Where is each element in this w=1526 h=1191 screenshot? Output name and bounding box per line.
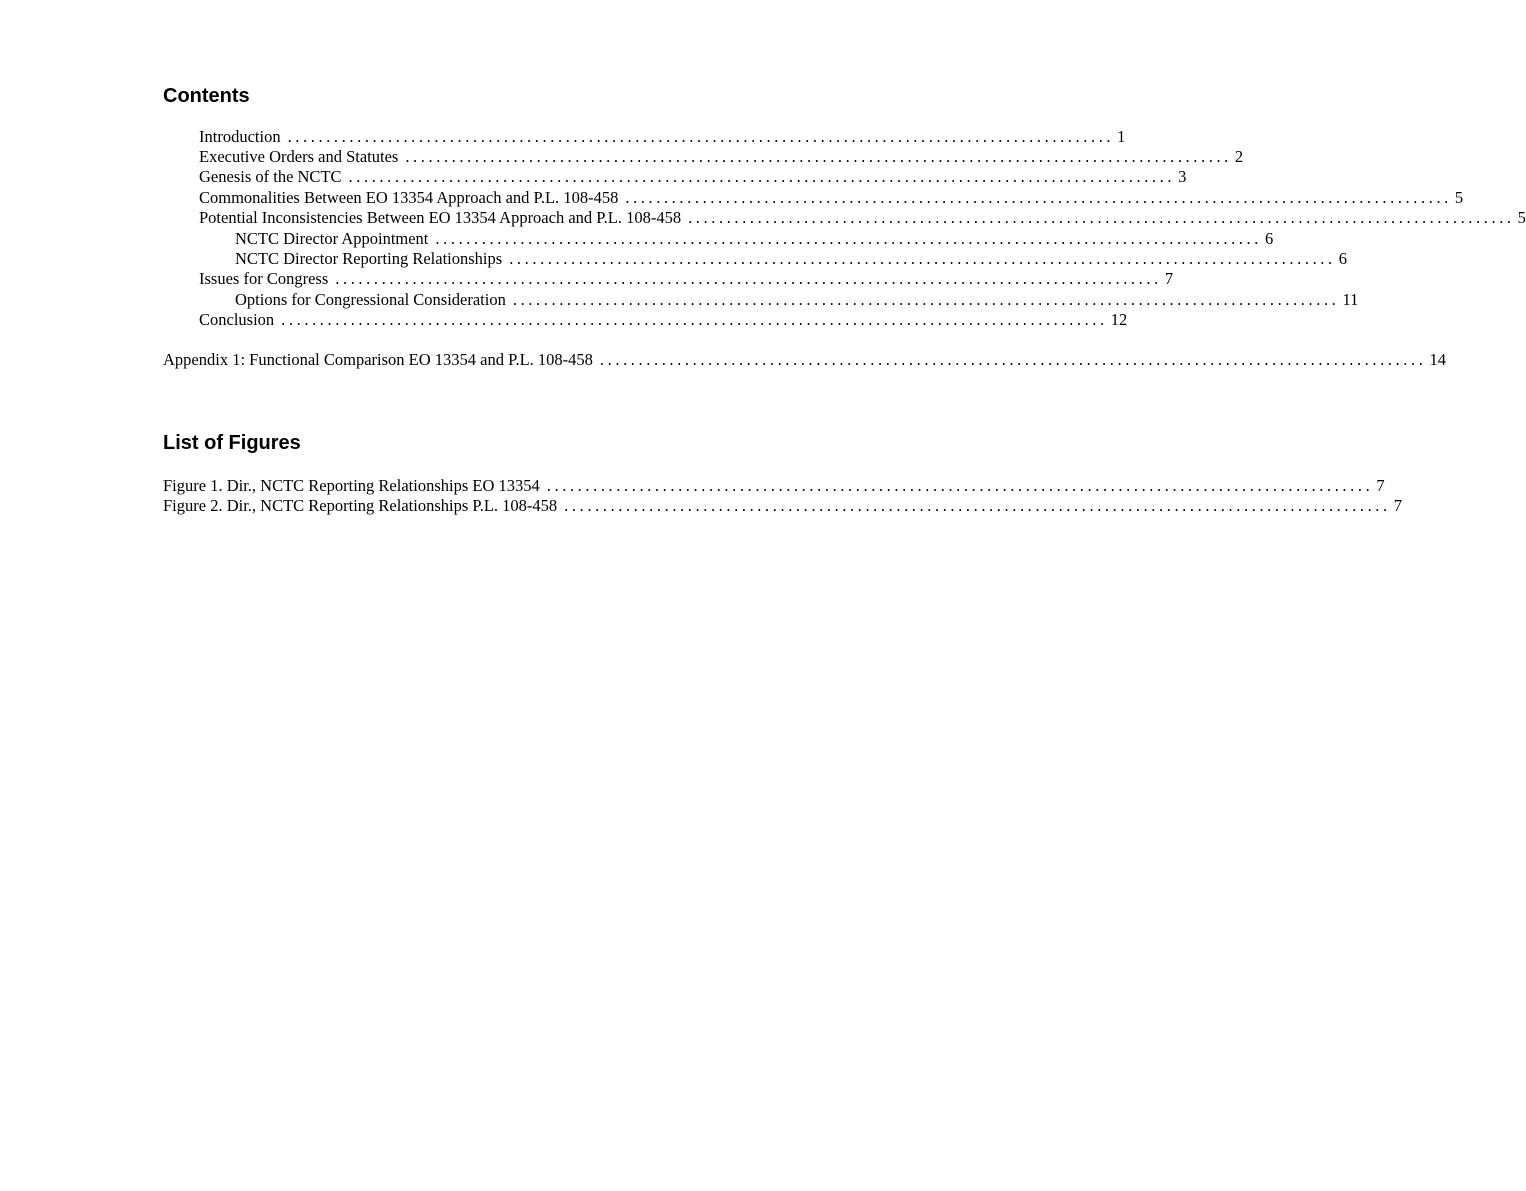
toc-entry-director-appointment[interactable] (235, 229, 1274, 249)
dot-leader: ........................................................................................................... (435, 229, 1262, 248)
dot-leader: ........................................................................................................... (625, 188, 1452, 207)
toc-entry-page: 12 (1110, 310, 1128, 329)
toc-entry-title: Issues for Congress (199, 269, 329, 288)
toc-entry-genesis[interactable] (199, 167, 1187, 187)
toc-entry-page: 14 (1429, 350, 1446, 369)
toc-entry-title: Commonalities Between EO 13354 Approach and P.L. 108-458 (199, 188, 619, 207)
toc-entry-page: 2 (1234, 147, 1244, 166)
toc-entry-title: Options for Congressional Consideration (235, 290, 506, 309)
dot-leader: ........................................................................................................... (405, 147, 1232, 166)
toc-entry-director-reporting[interactable] (235, 249, 1348, 269)
toc-entry-appendix[interactable] (163, 350, 1446, 370)
dot-leader: ........................................................................................................... (509, 249, 1336, 268)
dot-leader: ........................................................................................................... (599, 350, 1427, 369)
toc-entry-page: 5 (1454, 188, 1464, 207)
toc-entry-page: 7 (1164, 269, 1174, 288)
toc-entry-title: Appendix 1: Functional Comparison EO 13354 and P.L. 108-458 (163, 350, 593, 369)
figure-entry-1[interactable] (163, 476, 1385, 496)
toc-entry-page: 6 (1338, 249, 1348, 268)
toc-entry-title: NCTC Director Appointment (235, 229, 429, 248)
figure-entry-page: 7 (1393, 496, 1402, 515)
toc-entry-title: NCTC Director Reporting Relationships (235, 249, 503, 268)
dot-leader: ........................................................................................................... (281, 310, 1108, 329)
figure-entry-title: Figure 1. Dir., NCTC Reporting Relationships EO 13354 (163, 476, 540, 495)
dot-leader: ........................................................................................................... (512, 290, 1340, 309)
toc-entry-title: Conclusion (199, 310, 275, 329)
toc-entry-executive-orders[interactable] (199, 147, 1244, 167)
toc-entry-conclusion[interactable] (199, 310, 1128, 330)
figure-entry-title: Figure 2. Dir., NCTC Reporting Relationships P.L. 108-458 (163, 496, 558, 515)
figures-heading: List of Figures (163, 432, 301, 454)
toc-entry-options[interactable] (235, 290, 1359, 310)
toc-entry-inconsistencies[interactable] (199, 208, 1526, 228)
figure-entry-page: 7 (1376, 476, 1385, 495)
toc-entry-title: Introduction (199, 127, 281, 146)
toc-entry-title: Executive Orders and Statutes (199, 147, 399, 166)
dot-leader: ........................................................................................................... (564, 496, 1391, 515)
dot-leader: ........................................................................................................... (335, 269, 1162, 288)
dot-leader: ........................................................................................................... (688, 208, 1515, 227)
toc-entry-introduction[interactable] (199, 127, 1126, 147)
contents-heading: Contents (163, 85, 250, 107)
dot-leader: ........................................................................................................... (287, 127, 1115, 146)
toc-entry-page: 6 (1264, 229, 1274, 248)
toc-entry-page: 11 (1342, 290, 1359, 309)
toc-entry-page: 1 (1117, 127, 1126, 146)
dot-leader: ........................................................................................................... (348, 167, 1176, 186)
figure-entry-2[interactable] (163, 496, 1402, 516)
toc-entry-title: Potential Inconsistencies Between EO 13354 Approach and P.L. 108-458 (199, 208, 682, 227)
toc-entry-title: Genesis of the NCTC (199, 167, 342, 186)
toc-entry-page: 5 (1517, 208, 1526, 227)
toc-entry-issues-for-congress[interactable] (199, 269, 1174, 289)
toc-entry-page: 3 (1178, 167, 1187, 186)
dot-leader: ........................................................................................................... (546, 476, 1374, 495)
toc-entry-commonalities[interactable] (199, 188, 1464, 208)
